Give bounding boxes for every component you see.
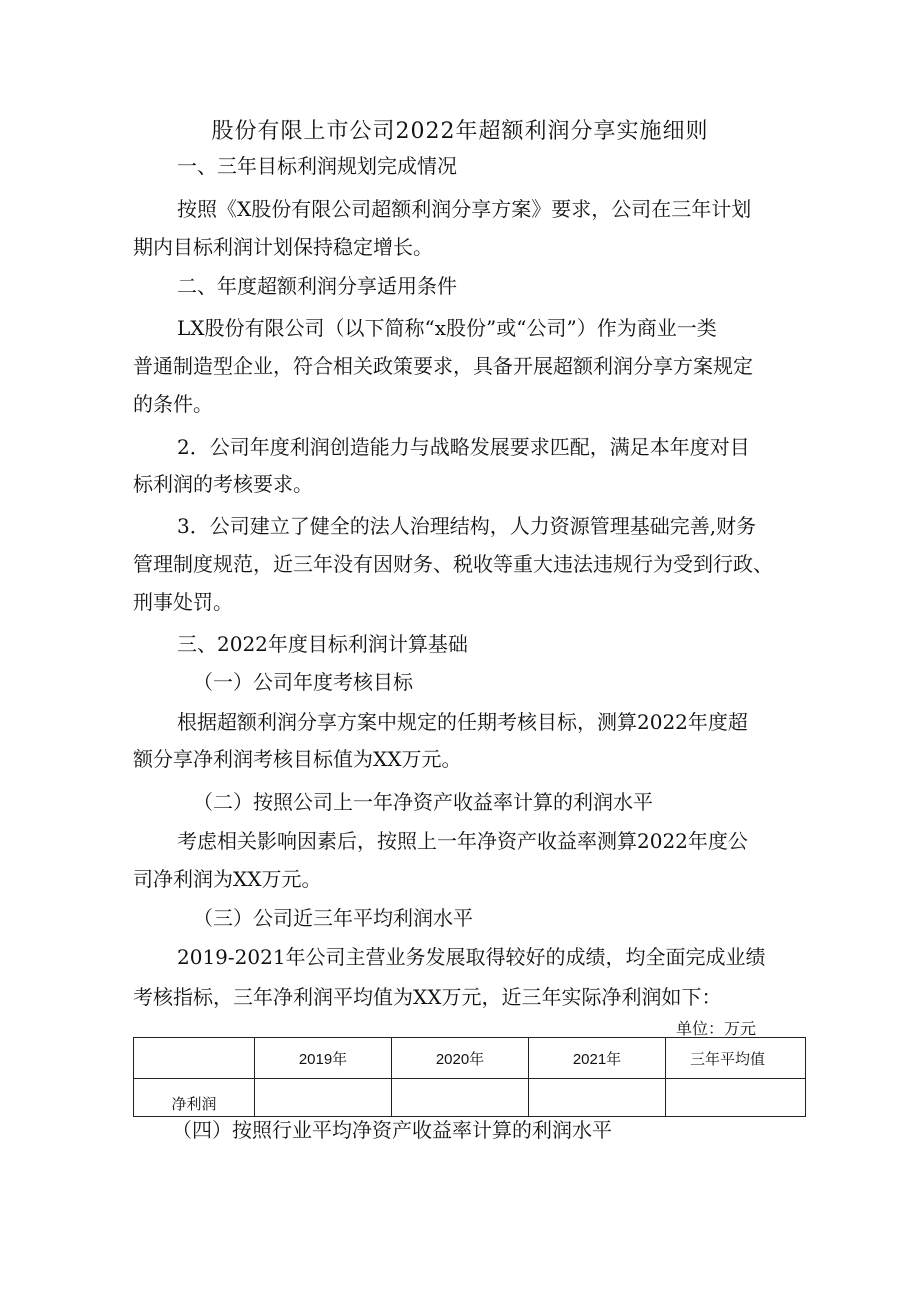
table-header-cell: 三年平均值 (666, 1038, 806, 1079)
document-title: 股份有限上市公司2022年超额利润分享实施细则 (211, 119, 709, 144)
paragraph-line: 2．公司年度利润创造能力与战略发展要求匹配，满足本年度对目 (177, 435, 750, 459)
table-header-cell: 2021年 (529, 1038, 666, 1079)
subsection-heading: （四）按照行业平均净资产收益率计算的利润水平 (172, 1118, 612, 1142)
table-cell (529, 1079, 666, 1117)
paragraph-line: 普通制造型企业，符合相关政策要求，具备开展超额利润分享方案规定 (133, 354, 753, 378)
section-heading-1: 一、三年目标利润规划完成情况 (177, 154, 457, 178)
unit-note: 单位：万元 (676, 1019, 757, 1038)
paragraph-line: 考核指标，三年净利润平均值为XX万元，近三年实际净利润如下： (133, 985, 722, 1009)
net-profit-table (133, 1037, 806, 1117)
paragraph-line: 根据超额利润分享方案中规定的任期考核目标，测算2022年度超 (177, 710, 748, 734)
subsection-heading: （一）公司年度考核目标 (193, 670, 413, 694)
section-heading-2: 二、年度超额利润分享适用条件 (177, 274, 457, 298)
paragraph-line: 考虑相关影响因素后，按照上一年净资产收益率测算2022年度公 (177, 829, 748, 853)
subsection-heading: （二）按照公司上一年净资产收益率计算的利润水平 (193, 790, 653, 814)
subsection-heading: （三）公司近三年平均利润水平 (193, 906, 473, 930)
paragraph-line: 标利润的考核要求。 (133, 472, 313, 496)
table-header-row (134, 1038, 806, 1079)
paragraph-line: 期内目标利润计划保持稳定增长。 (133, 235, 433, 259)
section-heading-3: 三、2022年度目标利润计算基础 (177, 632, 468, 656)
paragraph-line: 额分享净利润考核目标值为XX万元。 (133, 747, 462, 771)
table-row (134, 1079, 806, 1117)
table-cell (392, 1079, 529, 1117)
table-header-cell (134, 1038, 255, 1079)
table-cell (255, 1079, 392, 1117)
paragraph-line: 管理制度规范，近三年没有因财务、税收等重大违法违规行为受到行政、 (133, 552, 773, 576)
paragraph-line: 的条件。 (133, 392, 213, 416)
paragraph-line: LX股份有限公司（以下简称“x股份”或“公司”）作为商业一类 (177, 316, 717, 340)
paragraph-line: 按照《X股份有限公司超额利润分享方案》要求，公司在三年计划 (177, 197, 752, 221)
table-header-cell: 2019年 (255, 1038, 392, 1079)
paragraph-line: 2019-2021年公司主营业务发展取得较好的成绩，均全面完成业绩 (177, 945, 766, 969)
paragraph-line: 3．公司建立了健全的法人治理结构，人力资源管理基础完善,财务 (177, 514, 757, 538)
paragraph-line: 刑事处罚。 (133, 590, 233, 614)
table-header-cell: 2020年 (392, 1038, 529, 1079)
table-cell (666, 1079, 806, 1117)
table-row-label: 净利润 (134, 1079, 255, 1117)
paragraph-line: 司净利润为XX万元。 (133, 867, 322, 891)
